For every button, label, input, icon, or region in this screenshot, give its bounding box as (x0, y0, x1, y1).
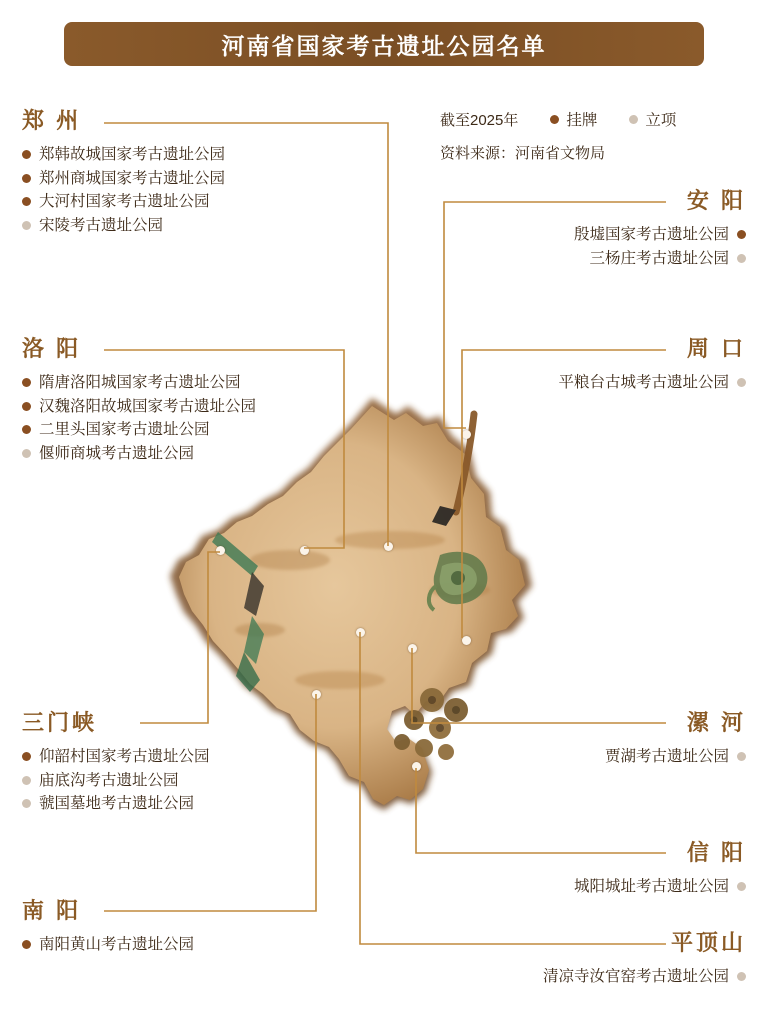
list-item-label: 贾湖考古遗址公园 (604, 748, 729, 765)
map-point-zhengzhou (384, 542, 393, 551)
filled-dot-icon (22, 150, 31, 159)
hollow-dot-icon (22, 221, 31, 230)
list-item-label: 仰韶村国家考古遗址公园 (39, 748, 210, 765)
region-nanyang-name: 南 阳 (22, 898, 82, 923)
filled-dot-icon (22, 940, 31, 949)
region-sanmenxia (22, 706, 342, 816)
list-item-label: 庙底沟考古遗址公园 (39, 771, 179, 789)
legend-row-source (440, 142, 750, 163)
map-point-sanmenxia (216, 546, 225, 555)
filled-dot-icon (22, 197, 31, 206)
list-item-label: 二里头国家考古遗址公园 (39, 421, 210, 438)
filled-dot-icon (22, 402, 31, 411)
region-zhoukou (424, 332, 746, 395)
list-item (22, 395, 362, 419)
list-item (424, 223, 746, 247)
list-item-label: 殷墟国家考古遗址公园 (573, 226, 729, 243)
list-item (22, 167, 352, 191)
region-nanyang (22, 894, 322, 957)
list-item (22, 190, 352, 214)
region-anyang (424, 184, 746, 270)
map-point-zhoukou2 (462, 636, 471, 645)
region-anyang-name: 安 阳 (686, 188, 746, 213)
legend-row-status (440, 108, 750, 130)
filled-dot-icon (22, 174, 31, 183)
hollow-dot-icon (737, 254, 746, 263)
hollow-dot-icon (22, 799, 31, 808)
list-item (424, 965, 746, 989)
list-item (424, 745, 746, 769)
region-sanmenxia-items (22, 745, 342, 816)
list-item-label: 郑韩故城国家考古遗址公园 (39, 146, 226, 163)
region-luohe-head (424, 706, 746, 737)
hollow-dot-icon (737, 378, 746, 387)
legend (440, 108, 750, 163)
map-point-zhoukou (408, 644, 417, 653)
list-item-label: 平粮台古城考古遗址公园 (558, 374, 729, 391)
list-item-label: 偃师商城考古遗址公园 (39, 444, 195, 462)
filled-dot-icon (22, 425, 31, 434)
list-item-label: 三杨庄考古遗址公园 (589, 249, 729, 267)
region-xinyang-head (424, 836, 746, 867)
map-point-nanyang (312, 690, 321, 699)
page-title: 河南省国家考古遗址公园名单 (221, 32, 547, 59)
list-item (22, 769, 342, 793)
list-item (22, 933, 322, 957)
region-anyang-items (424, 223, 746, 270)
filled-dot-icon (737, 230, 746, 239)
region-zhengzhou (22, 104, 352, 237)
region-luoyang-items (22, 371, 362, 465)
list-item (22, 418, 362, 442)
region-zhoukou-head (424, 332, 746, 363)
region-anyang-head (424, 184, 746, 215)
region-pingdingshan-name: 平顶山 (670, 930, 746, 955)
list-item-label: 隋唐洛阳城国家考古遗址公园 (39, 374, 241, 391)
region-luoyang (22, 332, 362, 465)
region-luohe-name: 漯 河 (686, 710, 746, 735)
hollow-dot-icon (629, 115, 638, 124)
list-item-label: 郑州商城国家考古遗址公园 (39, 169, 226, 187)
legend-asof: 截至2025年 (440, 111, 519, 129)
legend-plaque-label: 挂牌 (566, 112, 598, 129)
legend-project-label: 立项 (645, 112, 677, 129)
region-pingdingshan-head (424, 926, 746, 957)
list-item-label: 宋陵考古遗址公园 (39, 216, 164, 234)
hollow-dot-icon (737, 972, 746, 981)
filled-dot-icon (22, 752, 31, 761)
region-zhengzhou-head (22, 104, 352, 135)
hollow-dot-icon (22, 776, 31, 785)
page-title-bar (64, 22, 704, 66)
list-item-label: 虢国墓地考古遗址公园 (39, 795, 195, 812)
list-item-label: 汉魏洛阳故城国家考古遗址公园 (39, 397, 257, 415)
filled-dot-icon (22, 378, 31, 387)
list-item (22, 442, 362, 466)
list-item (22, 214, 352, 238)
region-luoyang-name: 洛 阳 (22, 336, 82, 361)
list-item (22, 371, 362, 395)
region-zhengzhou-name: 郑 州 (22, 108, 82, 133)
hollow-dot-icon (22, 449, 31, 458)
map-point-luohe (356, 628, 365, 637)
region-zhengzhou-items (22, 143, 352, 237)
region-pingdingshan (424, 926, 746, 989)
list-item (22, 745, 342, 769)
legend-source: 资料来源：河南省文物局 (440, 145, 606, 162)
list-item (424, 247, 746, 271)
list-item (424, 371, 746, 395)
region-zhoukou-items (424, 371, 746, 395)
list-item-label: 城阳城址考古遗址公园 (573, 878, 729, 895)
list-item-label: 南阳黄山考古遗址公园 (39, 936, 195, 953)
filled-dot-icon (550, 115, 559, 124)
region-sanmenxia-name: 三门峡 (22, 710, 98, 735)
region-xinyang-name: 信 阳 (686, 840, 746, 865)
region-luohe-items (424, 745, 746, 769)
region-nanyang-head (22, 894, 322, 925)
hollow-dot-icon (737, 752, 746, 761)
list-item (22, 792, 342, 816)
map-point-xinyang (412, 762, 421, 771)
map-point-anyang (462, 430, 471, 439)
list-item (424, 875, 746, 899)
hollow-dot-icon (737, 882, 746, 891)
region-zhoukou-name: 周 口 (686, 336, 746, 361)
region-nanyang-items (22, 933, 322, 957)
map-point-luoyang (300, 546, 309, 555)
region-pingdingshan-items (424, 965, 746, 989)
list-item-label: 清凉寺汝官窑考古遗址公园 (542, 968, 729, 985)
region-luoyang-head (22, 332, 362, 363)
region-xinyang-items (424, 875, 746, 899)
region-sanmenxia-head (22, 706, 342, 737)
list-item-label: 大河村国家考古遗址公园 (39, 193, 210, 210)
list-item (22, 143, 352, 167)
region-luohe (424, 706, 746, 769)
region-xinyang (424, 836, 746, 899)
